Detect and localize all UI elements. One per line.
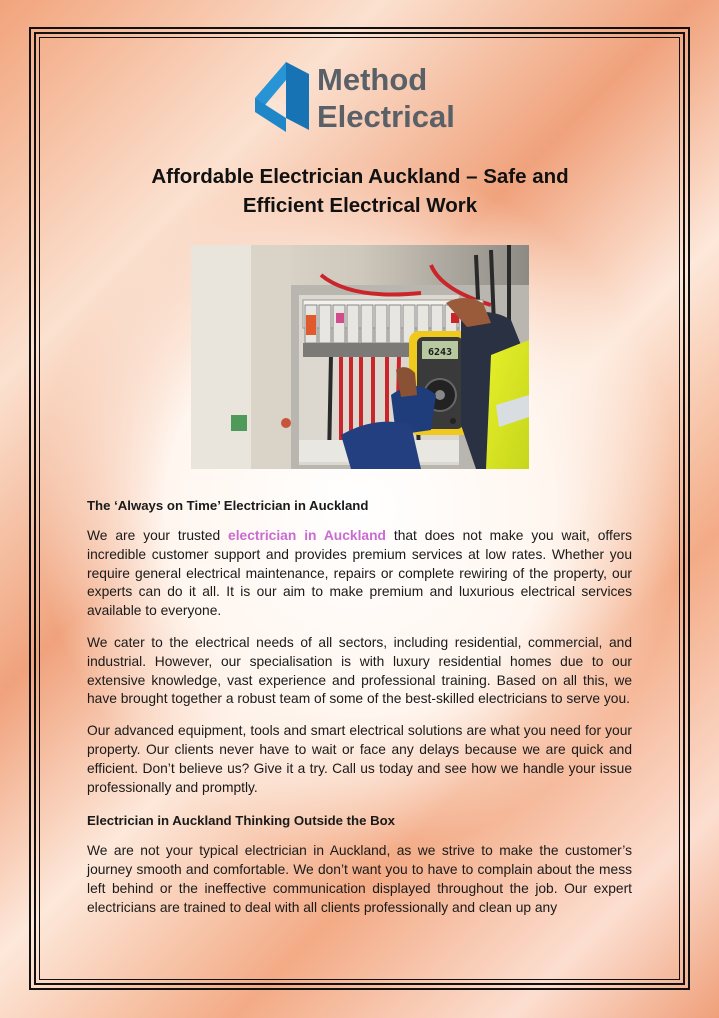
- article-body: [87, 497, 632, 931]
- paragraph-1-start: We are your trusted: [87, 528, 229, 543]
- paragraph-3: Our advanced equipment, tools and smart electrical solutions are what you need for your property. Our clients never have to wait or face any delays because we are quick and efficient. Don’t believe us? Give it a try. Call us today and see how we handle your issue professionally and promptly.: [87, 723, 632, 795]
- paragraph-1: [87, 527, 632, 621]
- electrician-auckland-link[interactable]: electrician in Auckland: [228, 528, 386, 543]
- paragraph-2: We cater to the electrical needs of all sectors, including residential, commercial, and industrial. However, our specialisation is with luxury residential homes due to our extensive knowledge, vast experience and professional training. Based on all this, we have brought together a robust team of some of the best-skilled electricians to serve you.: [87, 634, 632, 707]
- page-title-line-1: Affordable Electrician Auckland – Safe and: [151, 165, 569, 188]
- paragraph-4: We are not your typical electrician in Auckland, as we strive to make the customer’s journey smooth and comfortable. We don’t want you to have to complain about the mess left behind or the ineffective communication displayed throughout the job. Our expert electricians are trained to deal with all clients professionally and clean up any: [87, 843, 632, 915]
- section-heading-outside-box: Electrician in Auckland Thinking Outside the Box: [87, 813, 395, 829]
- method-electrical-logo: [251, 60, 471, 136]
- multimeter-display: 6243: [427, 347, 453, 358]
- page-title: [60, 162, 660, 220]
- logo-text-method: Method: [317, 62, 428, 97]
- electrician-photo: [191, 245, 529, 469]
- paragraph-1-rest: that does not make you wait, offers incredible customer support and provides premium services at low rates. Whether you require general electrical maintenance, repairs or complete rewiring of the property, our experts can do it all. It is our aim to make premium and luxurious electrical services available to everyone.: [87, 528, 632, 619]
- section-heading-on-time: The ‘Always on Time’ Electrician in Auckland: [87, 498, 369, 513]
- logo-mark-icon: [255, 62, 309, 132]
- page-title-line-2: Efficient Electrical Work: [242, 194, 478, 217]
- logo-text-electrical: Electrical: [317, 99, 455, 134]
